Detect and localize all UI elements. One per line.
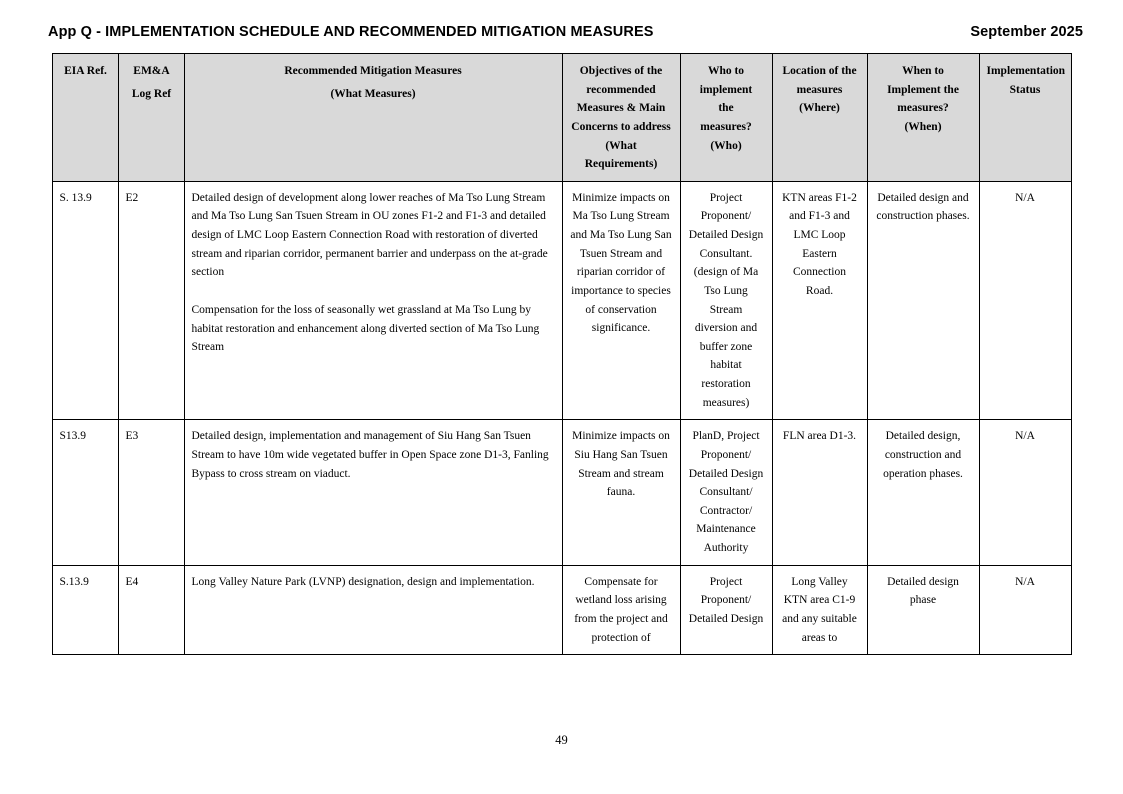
page-header — [34, 24, 1089, 40]
cell-measures — [184, 420, 562, 565]
cell-location: Long Valley KTN area C1-9 and any suitable areas to — [772, 565, 867, 655]
cell-log-ref: E2 — [118, 181, 184, 420]
column-header-log-ref: EM&A Log Ref — [118, 54, 184, 182]
cell-status: N/A — [979, 565, 1071, 655]
cell-log-ref: E3 — [118, 420, 184, 565]
mitigation-measures-table — [52, 53, 1072, 655]
cell-who: Project Proponent/ Detailed Design Consultant. (design of Ma Tso Lung Stream diversion and buffer zone habitat restoration measures) — [680, 181, 772, 420]
cell-location: KTN areas F1-2 and F1-3 and LMC Loop Eastern Connection Road. — [772, 181, 867, 420]
cell-eia-ref: S. 13.9 — [52, 181, 118, 420]
cell-eia-ref: S13.9 — [52, 420, 118, 565]
cell-measures — [184, 565, 562, 655]
page-title: App Q - IMPLEMENTATION SCHEDULE AND RECOMMENDED MITIGATION MEASURES — [48, 24, 654, 40]
cell-objectives: Minimize impacts on Ma Tso Lung Stream and Ma Tso Lung San Tsuen Stream and riparian corridor of importance to species of conservation significance. — [562, 181, 680, 420]
table-row — [52, 420, 1071, 565]
cell-status: N/A — [979, 420, 1071, 565]
column-header-measures: Recommended Mitigation Measures (What Measures) — [184, 54, 562, 182]
measure-paragraph: Detailed design, implementation and management of Siu Hang San Tsuen Stream to have 10m wide vegetated buffer in Open Space zone D1-3, Fanling Bypass to cross stream on viaduct. — [191, 430, 549, 480]
column-header-status: Implementation Status — [979, 54, 1071, 182]
table-row — [52, 181, 1071, 420]
page-number: 49 — [555, 733, 568, 747]
column-header-objectives: Objectives of the recommended Measures & Main Concerns to address (What Requirements) — [562, 54, 680, 182]
cell-status: N/A — [979, 181, 1071, 420]
table-viewport — [34, 53, 1089, 701]
cell-objectives: Compensate for wetland loss arising from the project and protection of — [562, 565, 680, 655]
cell-objectives: Minimize impacts on Siu Hang San Tsuen Stream and stream fauna. — [562, 420, 680, 565]
cell-when: Detailed design phase — [867, 565, 979, 655]
cell-when: Detailed design, construction and operation phases. — [867, 420, 979, 565]
cell-location: FLN area D1-3. — [772, 420, 867, 565]
cell-log-ref: E4 — [118, 565, 184, 655]
column-header-when: When to Implement the measures? (When) — [867, 54, 979, 182]
measure-paragraph: Long Valley Nature Park (LVNP) designation, design and implementation. — [191, 575, 535, 588]
measure-paragraph: Detailed design of development along lower reaches of Ma Tso Lung Stream and Ma Tso Lung San Tsuen Stream in OU zones F1-2 and F1-3 and detailed design of LMC Loop Eastern Connection Road with restoration of diverted stream and riparian corridor, permanent barrier and underpass on the at-grade section — [191, 191, 548, 279]
table-row — [52, 565, 1071, 655]
table-header-row — [52, 54, 1071, 182]
cell-who: PlanD, Project Proponent/ Detailed Design Consultant/ Contractor/ Maintenance Authority — [680, 420, 772, 565]
measure-paragraph: Compensation for the loss of seasonally wet grassland at Ma Tso Lung by habitat restoration and enhancement along diverted section of Ma Tso Lung Stream — [191, 303, 540, 354]
header-date: September 2025 — [970, 24, 1083, 40]
column-header-who: Who to implement the measures? (Who) — [680, 54, 772, 182]
cell-measures — [184, 181, 562, 420]
column-header-location: Location of the measures (Where) — [772, 54, 867, 182]
cell-who: Project Proponent/ Detailed Design — [680, 565, 772, 655]
cell-when: Detailed design and construction phases. — [867, 181, 979, 420]
cell-eia-ref: S.13.9 — [52, 565, 118, 655]
column-header-eia-ref: EIA Ref. — [52, 54, 118, 182]
